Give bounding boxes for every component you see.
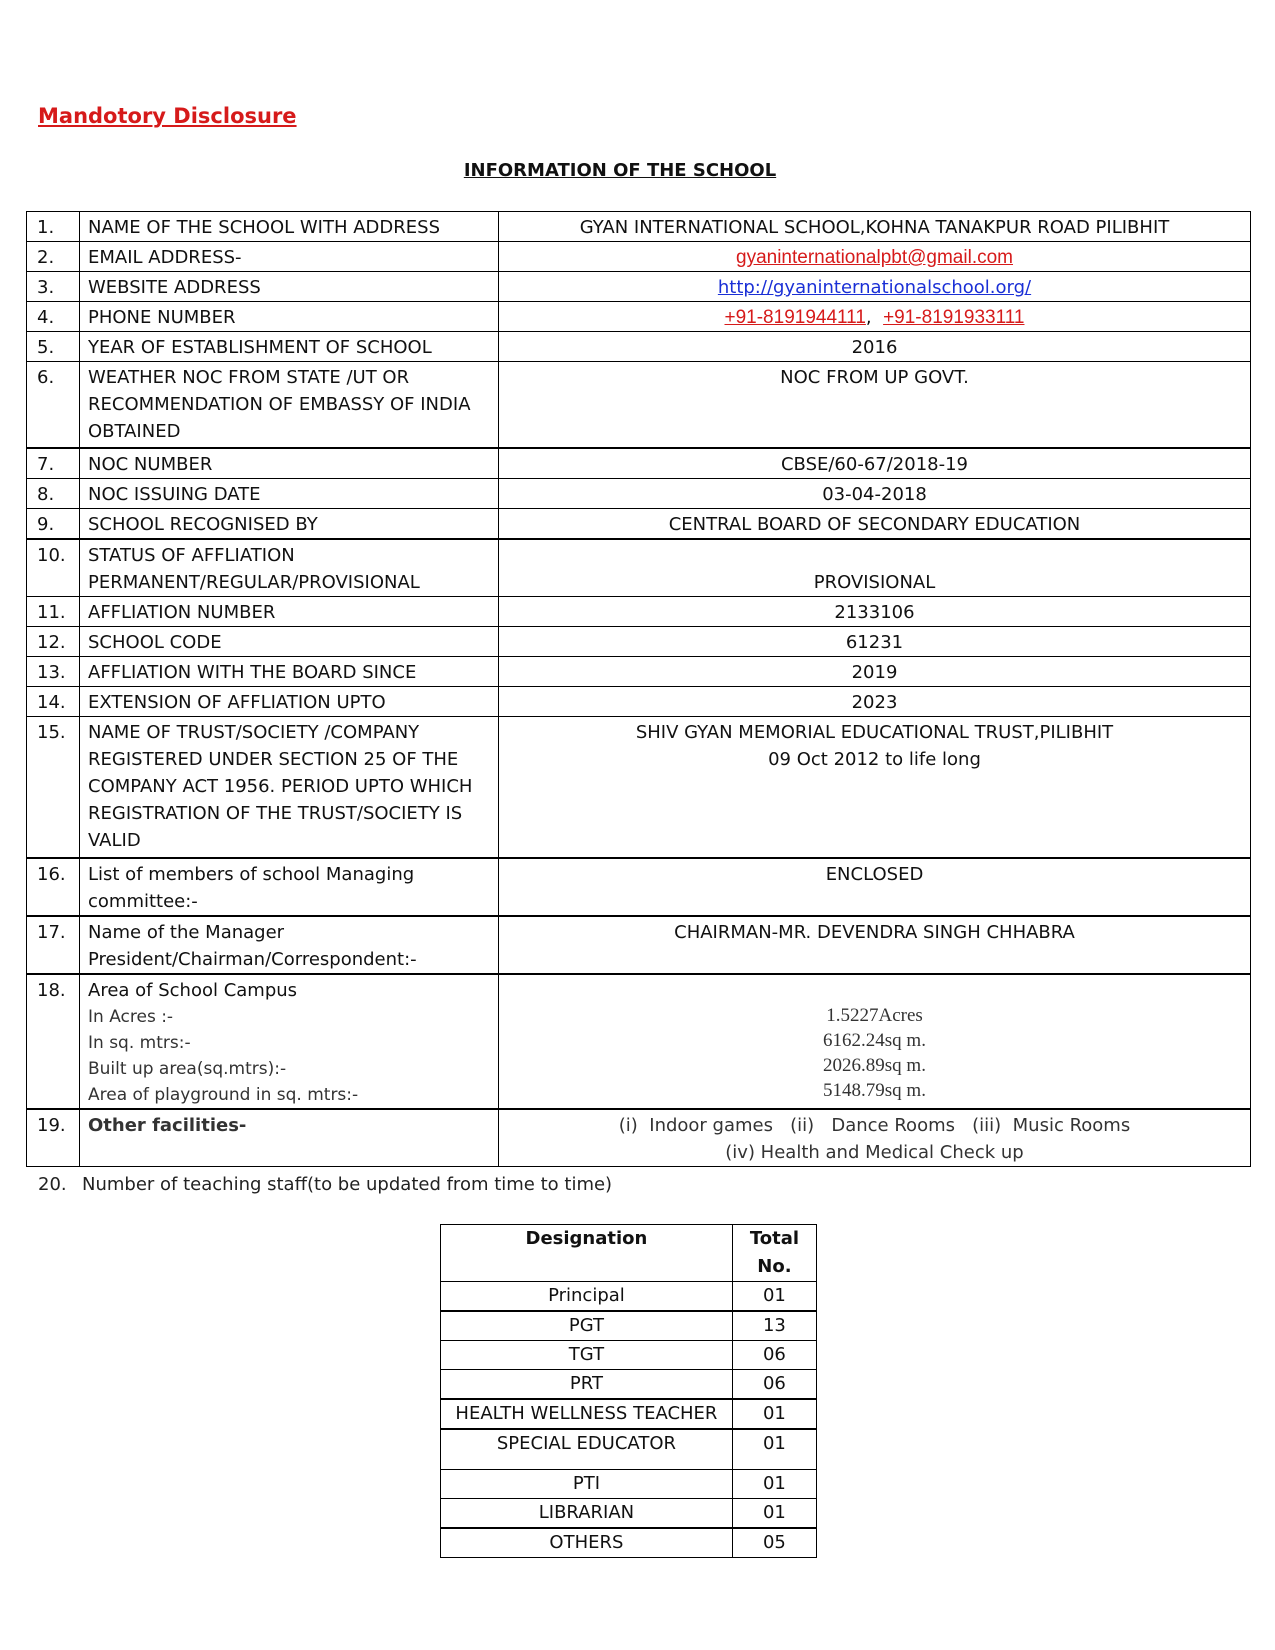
total-cell: 01 [732,1399,816,1429]
row-number: 8. [27,478,80,508]
area-value: 5148.79sq m. [823,1080,926,1101]
row-label: AFFLIATION NUMBER [80,596,499,626]
area-value: 2026.89sq m. [823,1055,926,1076]
row-number: 4. [27,302,80,332]
table-row [27,212,1251,242]
row-value: 61231 [499,626,1251,656]
total-cell: 01 [732,1469,816,1498]
row-value [499,242,1251,272]
table-row [441,1528,817,1558]
row-value: CHAIRMAN-MR. DEVENDRA SINGH CHHABRA [499,916,1251,974]
row-label: SCHOOL RECOGNISED BY [80,508,499,539]
row-label: List of members of school Managing committee:- [80,858,499,916]
row-label-main: Area of School Campus [88,980,298,1001]
row-value: 2016 [499,332,1251,362]
row-value: 2133106 [499,596,1251,626]
table-row [27,1109,1251,1167]
row-value: CENTRAL BOARD OF SECONDARY EDUCATION [499,508,1251,539]
row-label: Name of the Manager President/Chairman/Correspondent:- [80,916,499,974]
table-row [27,539,1251,597]
row-number: 6. [27,362,80,448]
table-row [441,1469,817,1498]
table-row [27,508,1251,539]
designation-header: Designation [441,1225,733,1282]
total-cell: 05 [732,1528,816,1558]
row-label: Other facilities- [80,1109,499,1167]
row-number: 14. [27,686,80,716]
facilities-line-1: (i) Indoor games (ii) Dance Rooms (iii) Music Rooms [618,1115,1131,1136]
table-header-row [441,1225,817,1282]
row-value: +91-8191944111, +91-8191933111 [499,302,1251,332]
table-row [441,1341,817,1370]
row-number: 17. [27,916,80,974]
row-value [499,1109,1251,1167]
table-row [27,686,1251,716]
table-row [27,858,1251,916]
row-number: 20. [38,1174,67,1195]
designation-cell: Principal [441,1282,733,1312]
row-value [499,974,1251,1109]
table-row [27,596,1251,626]
row-number: 5. [27,332,80,362]
table-row [27,362,1251,448]
table-row [441,1370,817,1400]
row-number: 12. [27,626,80,656]
total-cell: 01 [732,1429,816,1469]
trust-name: SHIV GYAN MEMORIAL EDUCATIONAL TRUST,PILIBHIT [635,721,1114,743]
table-row [27,478,1251,508]
total-cell: 06 [732,1370,816,1400]
table-row [27,656,1251,686]
teaching-staff-table [440,1224,817,1558]
row-value [499,716,1251,858]
row-label: NOC NUMBER [80,448,499,479]
row-label: AFFLIATION WITH THE BOARD SINCE [80,656,499,686]
row-label: WEATHER NOC FROM STATE /UT OR RECOMMENDATION OF EMBASSY OF INDIA OBTAINED [80,362,499,448]
row-number: 11. [27,596,80,626]
area-value: 6162.24sq m. [823,1030,926,1051]
trust-validity: 09 Oct 2012 to life long [768,748,981,770]
school-info-table [26,211,1251,1167]
designation-cell: PGT [441,1311,733,1341]
designation-cell: PRT [441,1370,733,1400]
table-row [27,332,1251,362]
table-row [441,1429,817,1469]
table-row [27,448,1251,479]
total-cell: 13 [732,1311,816,1341]
row-label: EMAIL ADDRESS- [80,242,499,272]
area-sublabel: In Acres :- [88,1007,174,1027]
row-number: 13. [27,656,80,686]
row-value: 2023 [499,686,1251,716]
row-label: PHONE NUMBER [80,302,499,332]
row-label: YEAR OF ESTABLISHMENT OF SCHOOL [80,332,499,362]
row-number: 3. [27,272,80,302]
designation-cell: OTHERS [441,1528,733,1558]
area-value: 1.5227Acres [826,1005,923,1026]
designation-cell: SPECIAL EDUCATOR [441,1429,733,1469]
row-value: PROVISIONAL [499,539,1251,597]
row-label: STATUS OF AFFLIATION PERMANENT/REGULAR/PROVISIONAL [80,539,499,597]
phone-link-1[interactable]: +91-8191944111 [724,307,866,328]
row-value: NOC FROM UP GOVT. [499,362,1251,448]
area-sublabel: Area of playground in sq. mtrs:- [88,1085,359,1105]
row-number: 1. [27,212,80,242]
total-cell: 06 [732,1341,816,1370]
page-heading: Mandotory Disclosure [38,104,297,128]
row-label: EXTENSION OF AFFLIATION UPTO [80,686,499,716]
table-row [441,1399,817,1429]
row-value: 03-04-2018 [499,478,1251,508]
row-number: 9. [27,508,80,539]
row-number: 19. [27,1109,80,1167]
table-row [27,242,1251,272]
row-label: NOC ISSUING DATE [80,478,499,508]
table-row [27,716,1251,858]
designation-cell: LIBRARIAN [441,1498,733,1528]
row-number: 18. [27,974,80,1109]
website-link[interactable]: http://gyaninternationalschool.org/ [717,277,1032,298]
row-value: CBSE/60-67/2018-19 [499,448,1251,479]
total-cell: 01 [732,1498,816,1528]
area-sublabel: In sq. mtrs:- [88,1033,191,1053]
table-row [441,1282,817,1312]
email-link[interactable]: gyaninternationalpbt@gmail.com [736,247,1013,268]
row-number: 10. [27,539,80,597]
row-value [499,272,1251,302]
table-row [27,916,1251,974]
row-label: SCHOOL CODE [80,626,499,656]
row-number: 15. [27,716,80,858]
table-row [27,302,1251,332]
table-row [441,1498,817,1528]
area-sublabel: Built up area(sq.mtrs):- [88,1059,287,1079]
teaching-staff-caption [38,1174,612,1195]
section-title: INFORMATION OF THE SCHOOL [463,160,777,181]
designation-cell: TGT [441,1341,733,1370]
row-label: WEBSITE ADDRESS [80,272,499,302]
row-value: GYAN INTERNATIONAL SCHOOL,KOHNA TANAKPUR ROAD PILIBHIT [499,212,1251,242]
row-number: 2. [27,242,80,272]
row-label: Number of teaching staff(to be updated from time to time) [82,1174,613,1195]
table-row [27,974,1251,1109]
row-number: 16. [27,858,80,916]
row-label [80,974,499,1109]
facilities-line-2: (iv) Health and Medical Check up [725,1142,1024,1163]
row-value: ENCLOSED [499,858,1251,916]
designation-cell: HEALTH WELLNESS TEACHER [441,1399,733,1429]
row-value: 2019 [499,656,1251,686]
total-cell: 01 [732,1282,816,1312]
table-row [441,1311,817,1341]
row-label: NAME OF TRUST/SOCIETY /COMPANY REGISTERED UNDER SECTION 25 OF THE COMPANY ACT 1956. PERIOD UPTO WHICH REGISTRATION OF THE TRUST/SOCIETY IS VALID [80,716,499,858]
row-number: 7. [27,448,80,479]
table-row [27,272,1251,302]
total-header: Total No. [732,1225,816,1282]
table-row [27,626,1251,656]
phone-link-2[interactable]: +91-8191933111 [883,307,1025,328]
row-label: NAME OF THE SCHOOL WITH ADDRESS [80,212,499,242]
designation-cell: PTI [441,1469,733,1498]
